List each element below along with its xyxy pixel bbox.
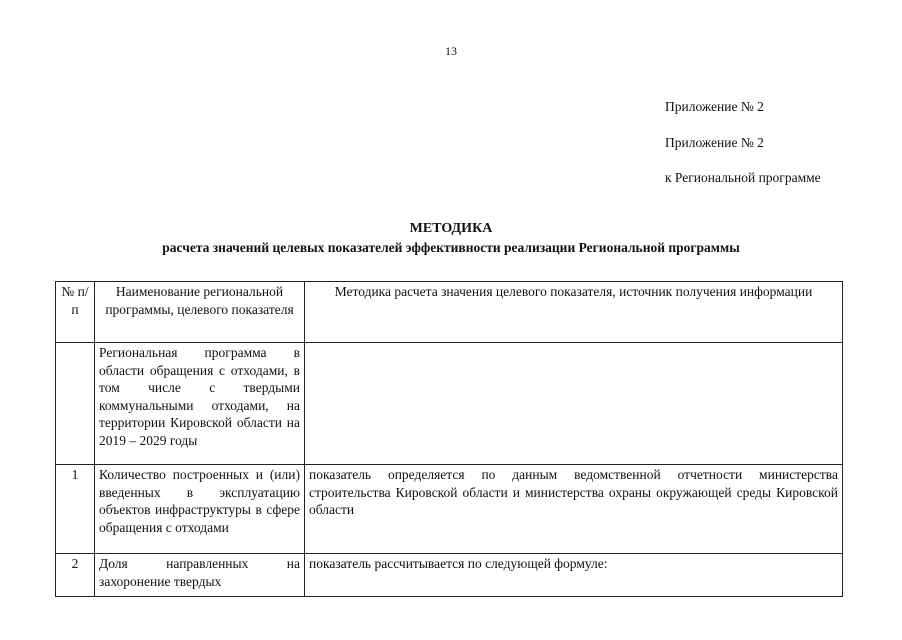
appendix-reference: к Региональной программе — [665, 170, 821, 185]
table-row — [56, 554, 843, 597]
table-row-program — [56, 343, 843, 465]
cell-program-name: Региональная программа в области обращения с отходами, в том числе с твердыми коммунальными отходами, на территории Кировской области на 2019 – 2029 годы — [95, 343, 305, 465]
cell-number: 1 — [56, 465, 95, 554]
table-header-row — [56, 282, 843, 343]
header-method: Методика расчета значения целевого показателя, источник получения информации — [305, 282, 843, 343]
appendix-label: Приложение № 2 — [665, 99, 764, 114]
cell-method: показатель определяется по данным ведомственной отчетности министерства строительства Кировской области и министерства охраны окружающей среды Кировской области — [305, 465, 843, 554]
cell-indicator-name: Количество построенных и (или) введенных в эксплуатацию объектов инфраструктуры в сфере обращения с отходами — [95, 465, 305, 554]
cell-method — [305, 343, 843, 465]
appendix-label-repeat: Приложение № 2 — [665, 135, 764, 150]
cell-method: показатель рассчитывается по следующей формуле: — [305, 554, 843, 597]
table-row — [56, 465, 843, 554]
header-number: № п/п — [56, 282, 95, 343]
cell-number — [56, 343, 95, 465]
cell-number: 2 — [56, 554, 95, 597]
document-subtitle: расчета значений целевых показателей эффективности реализации Региональной программы — [162, 240, 740, 255]
page-number: 13 — [445, 44, 457, 58]
header-indicator-name: Наименование региональной программы, целевого показателя — [95, 282, 305, 343]
methodology-table — [55, 281, 843, 597]
document-title: МЕТОДИКА — [409, 221, 493, 236]
cell-indicator-name: Доля направленных на захоронение твердых — [95, 554, 305, 597]
